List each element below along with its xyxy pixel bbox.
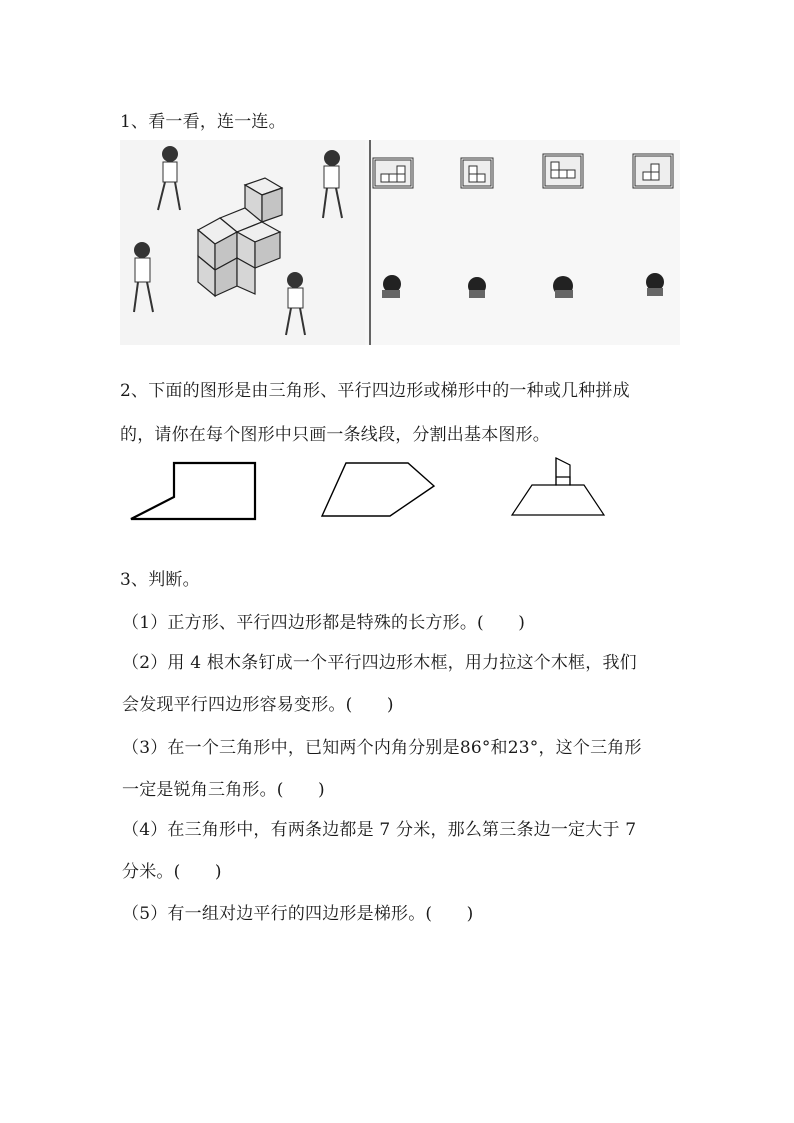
q3-item-1-line-1: （1）正方形、平行四边形都是特殊的长方形。( ) [122, 613, 526, 633]
q3-heading: 3、判断。 [120, 570, 200, 590]
q3-item-2-line-2: 会发现平行四边形容易变形。( ) [122, 695, 394, 715]
q2-shape-3 [508, 455, 618, 525]
q3-item-3-line-1: （3）在一个三角形中，已知两个内角分别是86°和23°，这个三角形 [122, 738, 642, 758]
q3-item-2-line-1: （2）用 4 根木条钉成一个平行四边形木框，用力拉这个木框，我们 [122, 653, 637, 673]
view-picture-3 [543, 154, 583, 188]
q1-heading: 1、看一看，连一连。 [120, 112, 286, 132]
view-picture-4 [633, 154, 673, 188]
q1-cube-scene [120, 140, 365, 350]
q2-shape-2 [318, 460, 448, 530]
q3-item-5-line-1: （5）有一组对边平行的四边形是梯形。( ) [122, 904, 474, 924]
q3-item-3-line-2: 一定是锐角三角形。( ) [122, 780, 325, 800]
q2-line-1: 2、下面的图形是由三角形、平行四边形或梯形中的一种或几种拼成 [120, 381, 630, 401]
q3-item-4-line-1: （4）在三角形中，有两条边都是 7 分米，那么第三条边一定大于 7 [122, 820, 637, 840]
q1-views-panel [365, 140, 680, 350]
q2-shape-1 [128, 460, 268, 530]
q3-item-4-line-2: 分米。( ) [122, 862, 222, 882]
view-picture-2 [461, 158, 493, 188]
view-picture-1 [373, 158, 413, 188]
q2-line-2: 的，请你在每个图形中只画一条线段，分割出基本图形。 [120, 425, 550, 445]
